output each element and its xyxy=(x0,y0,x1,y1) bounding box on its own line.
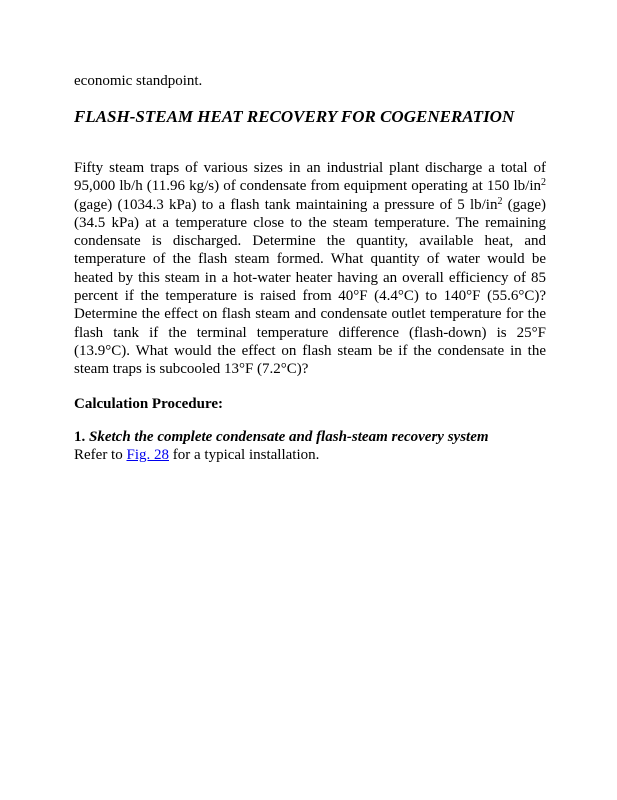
step-title: Sketch the complete condensate and flash-steam recovery system xyxy=(89,428,489,445)
problem-statement xyxy=(74,159,546,379)
step-body xyxy=(74,446,546,465)
document-page xyxy=(74,72,546,465)
step-heading xyxy=(74,428,546,447)
section-heading: FLASH-STEAM HEAT RECOVERY FOR COGENERATION xyxy=(74,107,515,126)
step-number: 1. xyxy=(74,428,86,445)
problem-text-part-1: Fifty steam traps of various sizes in an industrial plant discharge a total of 95,000 lb/h (11.96 kg/s) of condensate from equipment operating at 150 lb/in xyxy=(74,160,546,195)
figure-link[interactable]: Fig. 28 xyxy=(126,447,169,464)
problem-text-part-2: (gage) (1034.3 kPa) to a flash tank maintaining a pressure of 5 lb/in xyxy=(74,196,498,213)
continued-text: economic standpoint. xyxy=(74,73,203,89)
calculation-procedure-heading: Calculation Procedure: xyxy=(74,395,224,412)
calculation-step xyxy=(74,428,546,465)
step-text-after-link: for a typical installation. xyxy=(169,447,320,464)
superscript-squared: 2 xyxy=(497,195,503,207)
superscript-squared: 2 xyxy=(541,177,546,189)
problem-text-part-3: (gage) (34.5 kPa) at a temperature close to the steam temperature. The remaining condensate is discharged. Determine the quantity, available heat, and temperature of the flash steam formed. What quantity of water would be heated by this steam in a hot-water heater having an overall efficiency of 85 percent if the temperature is raised from 40°F (4.4°C) to 140°F (55.6°C)? Determine the effect on flash steam and condensate outlet temperature for the flash tank if the terminal temperature difference (flash-down) is 25°F (13.9°C). What would the effect on flash steam be if the condensate in the steam traps is subcooled 13°F (7.2°C)? xyxy=(74,196,546,378)
step-text-before-link: Refer to xyxy=(74,447,127,464)
